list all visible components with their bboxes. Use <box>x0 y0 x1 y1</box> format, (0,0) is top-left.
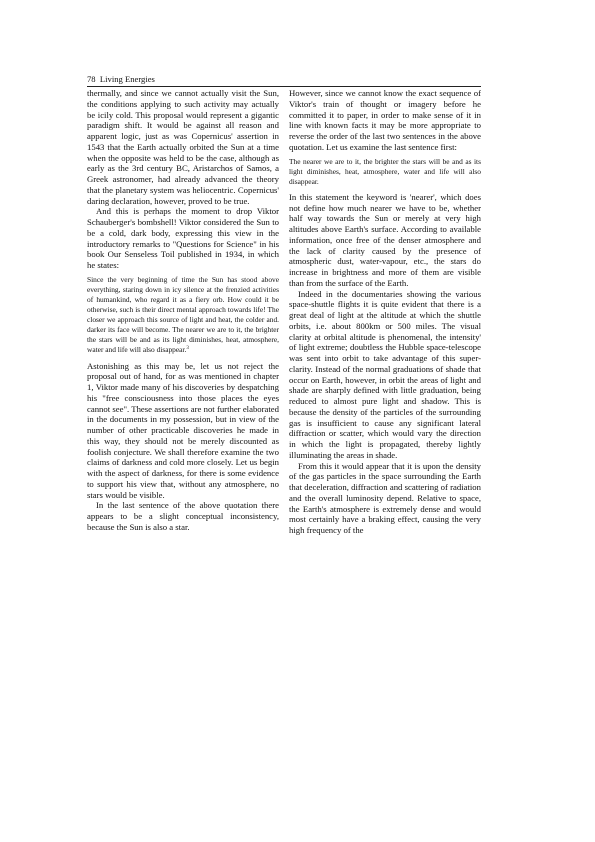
paragraph: From this it would appear that it is upon the density of the gas particles in the space surrounding the Earth that deceleration, diffraction and scattering of radiation and the overall luminosity depend. Relative to space, the Earth's atmosphere is extremely dense and would most certainly have a braking effect, causing the very high frequency of the <box>289 460 481 536</box>
running-header <box>87 73 481 87</box>
right-column <box>289 88 481 658</box>
paragraph: And this is perhaps the moment to drop Viktor Schauberger's bombshell! Viktor considered the Sun to be a cold, dark body, expressing this view in the introductory remarks to "Questions for Science" in his book Our Senseless Toil published in 1934, in which he states: <box>87 206 279 270</box>
paragraph: thermally, and since we cannot actually visit the Sun, the conditions applying to such activity may actually be icily cold. This proposal would represent a gigantic paradigm shift. It would be against all reason and apparent logic, just as was Copernicus' assertion in 1543 that the Earth actually orbited the Sun at a time when the opposite was held to be the case, although as early as the 3rd century BC, Aristarchos of Samos, a Greek astronomer, had already advanced the theory that the planetary system was heliocentric. Copernicus' daring declaration, however, proved to be true. <box>87 88 279 206</box>
paragraph: Astonishing as this may be, let us not reject the proposal out of hand, for as was mentioned in chapter 1, Viktor made many of his discoveries by despatching his "free consciousness into those places the eyes cannot see". These assertions are not further elaborated in the documents in my possession, but in view of the number of other practicable discoveries he made in this way, they should not be merely discounted as foolish conjecture. We shall therefore examine the two claims of darkness and cold more closely. Let us begin with the aspect of darkness, for there is some evidence to support his view that, without any atmosphere, no stars would be visible. <box>87 360 279 500</box>
block-quote: The nearer we are to it, the brighter the stars will be and as its light diminishes, heat, atmosphere, water and life will also disappear. <box>289 156 481 186</box>
page-number: 78 <box>87 74 96 84</box>
left-column <box>87 88 279 658</box>
paragraph: Indeed in the documentaries showing the various space-shuttle flights it is quite evident that there is a great deal of light at the altitude at which the shuttle orbits, i.e. about 800km or 500 miles. The visual clarity at orbital altitude is phenomenal, the intensity' of light extreme; doubtless the Hubble space-telescope was sent into orbit to take advantage of this super-clarity. Instead of the normal graduations of shade that occur on Earth, however, in orbit the areas of light and shade are sharply defined with little graduation, being reduced to almost pure light and shadow. This is because the density of the particles of the surrounding gas is insufficient to cause any significant lateral diffraction or scatter, which would vary the direction in which the light is propagated, thereby lightly illuminating the areas in shade. <box>289 288 481 460</box>
paragraph: In this statement the keyword is 'nearer', which does not define how much nearer we have to be, whether half way towards the Sun or merely at very high altitudes above Earth's surface. According to available information, once free of the denser atmosphere and the lack of clarity caused by the presence of atmospheric dust, water-vapour, etc., the stars do increase in brightness and more of them are visible than from the surface of the Earth. <box>289 191 481 288</box>
footnote-marker: 3 <box>186 346 189 352</box>
running-title: Living Energies <box>99 74 155 84</box>
block-quote <box>87 275 279 356</box>
paragraph: However, since we cannot know the exact sequence of Viktor's train of thought or imagery before he committed it to paper, in order to make sense of it in line with known facts it may be more appropriate to reverse the order of the last two sentences in the above quotation. Let us examine the last sentence first: <box>289 88 481 152</box>
paragraph: In the last sentence of the above quotation there appears to be a slight conceptual inconsistency, because the Sun is also a star. <box>87 500 279 532</box>
quote-text: Since the very beginning of time the Sun has stood above everything, staring down in icy silence at the frenzied activities of humankind, who regard it as a fiery orb. How could it be otherwise, such is their direct mental approach towards life! The closer we approach this source of light and heat, the colder and. darker its face will become. The nearer we are to it, the brighter the stars will be and as its light diminishes, heat, atmosphere, water and life will also disappear. <box>87 274 279 355</box>
